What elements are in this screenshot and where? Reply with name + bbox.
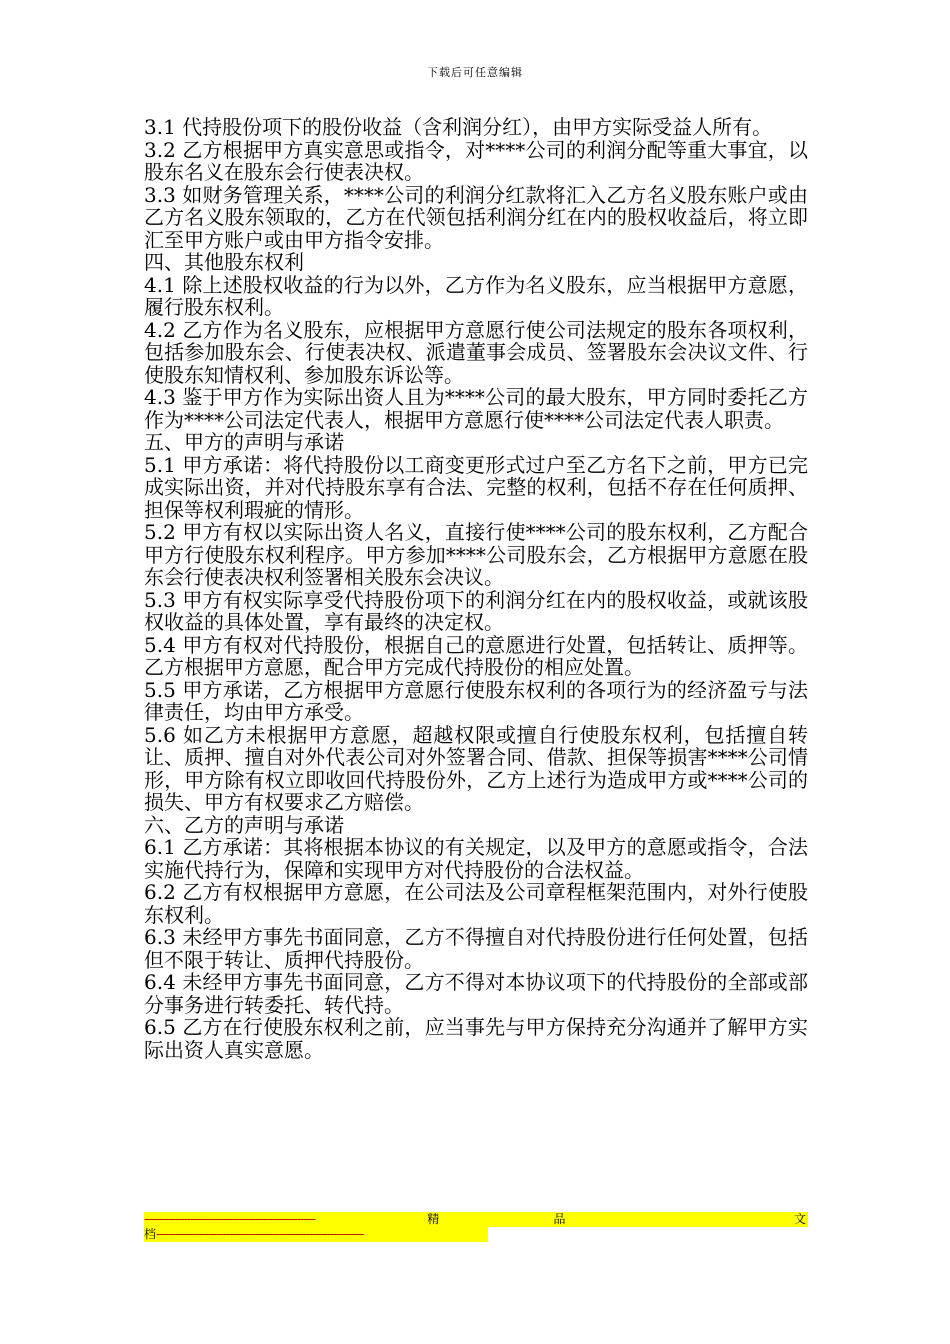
clause-5-4: 5.4 甲方有权对代持股份，根据自己的意愿进行处置，包括转让、质押等。乙方根据甲方意愿，配合甲方完成代持股份的相应处置。 xyxy=(144,632,808,679)
footer-char-wen: 文 xyxy=(793,1212,806,1226)
clause-3-1: 3.1 代持股份项下的股份收益（含利润分红），由甲方实际受益人所有。 xyxy=(144,115,773,139)
clause-5-2: 5.2 甲方有权以实际出资人名义，直接行使****公司的股东权利，乙方配合甲方行使股东权利程序。甲方参加****公司股东会，乙方根据甲方意愿在股东会行使表决权利签署相关股东会决议。 xyxy=(144,520,808,589)
footer-line-1 xyxy=(144,1212,808,1227)
section-heading-5: 五、甲方的声明与承诺 xyxy=(144,430,344,454)
clause-4-1: 4.1 除上述股权收益的行为以外，乙方作为名义股东，应当根据甲方意愿，履行股东权利。 xyxy=(144,272,808,319)
clause-5-5: 5.5 甲方承诺，乙方根据甲方意愿行使股东权利的各项行为的经济盈亏与法律责任，均由甲方承受。 xyxy=(144,677,808,724)
footer-char-dang: 档 xyxy=(144,1227,157,1241)
clause-6-2: 6.2 乙方有权根据甲方意愿，在公司法及公司章程框架范围内，对外行使股东权利。 xyxy=(144,880,808,927)
clause-6-4: 6.4 未经甲方事先书面同意，乙方不得对本协议项下的代持股份的全部或部分事务进行转委托、转代持。 xyxy=(144,970,808,1017)
clause-6-3: 6.3 未经甲方事先书面同意，乙方不得擅自对代持股份进行任何处置，包括但不限于转让、质押代持股份。 xyxy=(144,925,808,972)
page-header-note: 下载后可任意编辑 xyxy=(427,66,523,79)
clause-3-3: 3.3 如财务管理关系，****公司的利润分红款将汇入乙方名义股东账户或由乙方名义股东领取的，乙方在代领包括利润分红在内的股权收益后，将立即汇至甲方账户或由甲方指令安排。 xyxy=(144,182,808,252)
clause-4-2: 4.2 乙方作为名义股东，应根据甲方意愿行使公司法规定的股东各项权利，包括参加股东会、行使表决权、派遣董事会成员、签署股东会决议文件、行使股东知情权利、参加股东诉讼等。 xyxy=(144,317,808,387)
footer-line-2 xyxy=(144,1227,488,1242)
clause-3-2: 3.2 乙方根据甲方真实意思或指令，对****公司的利润分配等重大事宜，以股东名义在股东会行使表决权。 xyxy=(144,137,808,184)
footer-watermark-band xyxy=(144,1212,808,1242)
footer-dashes-right: -------------------------------------------------------------------- xyxy=(156,1227,364,1241)
clause-5-3: 5.3 甲方有权实际享受代持股份项下的利润分红在内的股权收益，或就该股权收益的具体处置，享有最终的决定权。 xyxy=(144,587,808,634)
footer-dashes-left: -------------------------------------------------------- xyxy=(144,1212,316,1226)
section-heading-4: 四、其他股东权利 xyxy=(144,250,304,274)
footer-char-jing: 精 xyxy=(427,1212,440,1226)
clause-6-5: 6.5 乙方在行使股东权利之前，应当事先与甲方保持充分沟通并了解甲方实际出资人真实意愿。 xyxy=(144,1015,808,1062)
clause-6-1: 6.1 乙方承诺：其将根据本协议的有关规定，以及甲方的意愿或指令，合法实施代持行为，保障和实现甲方对代持股份的合法权益。 xyxy=(144,835,808,882)
clause-5-1: 5.1 甲方承诺：将代持股份以工商变更形式过户至乙方名下之前，甲方已完成实际出资，并对代持股东享有合法、完整的权利，包括不存在任何质押、担保等权利瑕疵的情形。 xyxy=(144,452,808,522)
footer-char-pin: 品 xyxy=(553,1212,566,1226)
document-body xyxy=(144,116,808,1061)
section-heading-6: 六、乙方的声明与承诺 xyxy=(144,812,344,837)
clause-4-3: 4.3 鉴于甲方作为实际出资人且为****公司的最大股东，甲方同时委托乙方作为****公司法定代表人，根据甲方意愿行使****公司法定代表人职责。 xyxy=(144,385,808,432)
clause-5-6: 5.6 如乙方未根据甲方意愿，超越权限或擅自行使股东权利，包括擅自转让、质押、擅自对外代表公司对外签署合同、借款、担保等损害****公司情形，甲方除有权立即收回代持股份外，乙方上述行为造成甲方或****公司的损失、甲方有权要求乙方赔偿。 xyxy=(144,722,808,814)
